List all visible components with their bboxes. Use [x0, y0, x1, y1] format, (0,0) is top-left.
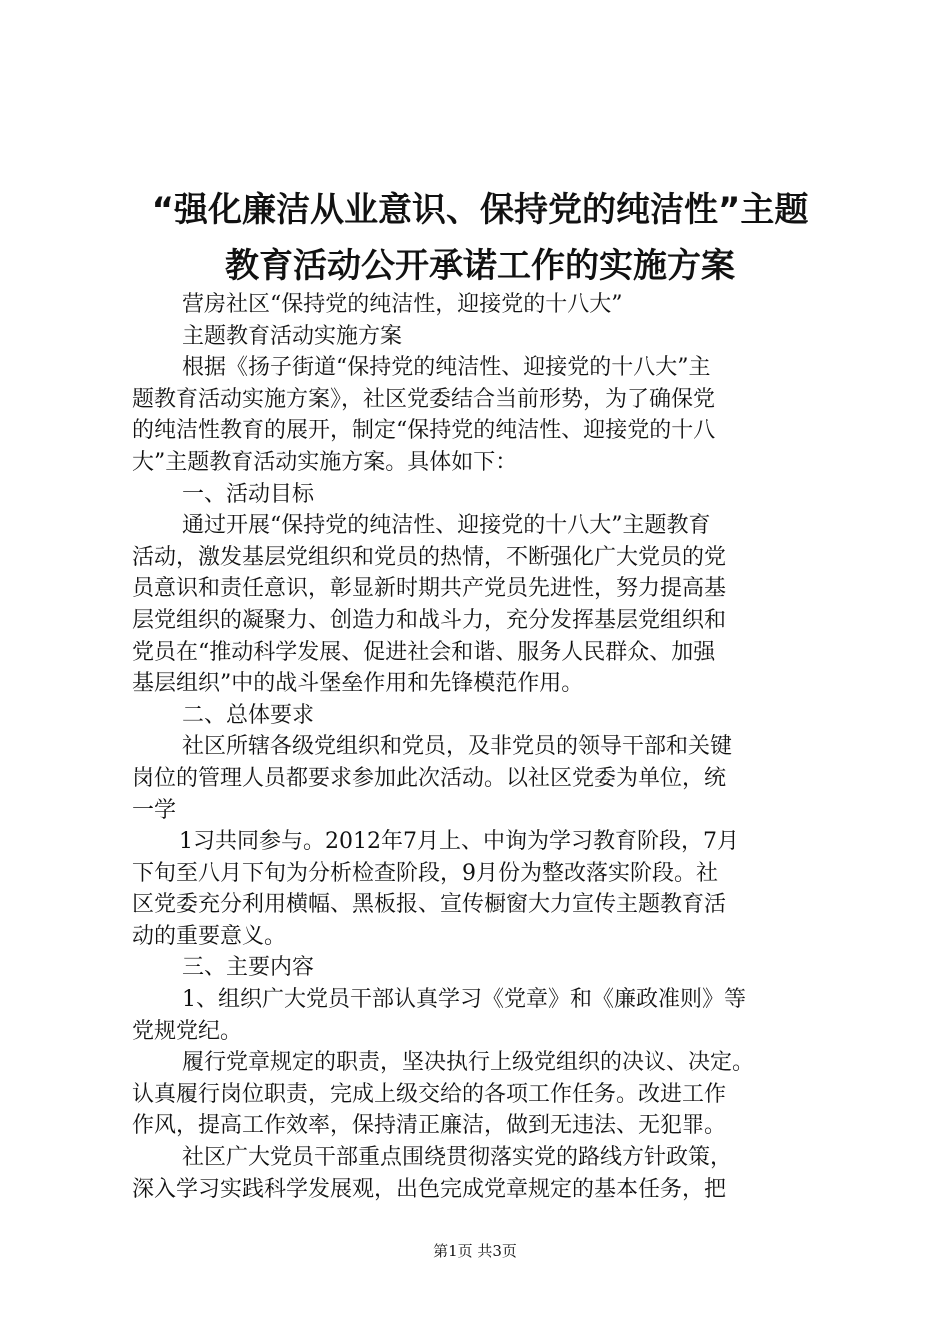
document-body: [132, 289, 852, 1205]
paragraph-line: 的纯洁性教育的展开，制定“保持党的纯洁性、迎接党的十八: [132, 418, 716, 444]
paragraph-line: 根据《扬子街道“保持党的纯洁性、迎接党的十八大”主: [182, 355, 711, 381]
paragraph-line: 三、主要内容: [182, 955, 315, 981]
paragraph-line: 1、组织广大党员干部认真学习《党章》和《廉政准则》等: [182, 987, 746, 1013]
page-footer: 第1页 共3页: [433, 1242, 517, 1260]
paragraph-line: 员意识和责任意识，彰显新时期共产党员先进性，努力提高基: [132, 576, 727, 602]
paragraph-line: 履行党章规定的职责，坚决执行上级党组织的决议、决定。: [182, 1050, 755, 1076]
paragraph-line: 主题教育活动实施方案: [182, 323, 403, 349]
paragraph-line: 一学: [132, 797, 177, 823]
paragraph-line: 二、总体要求: [182, 702, 315, 728]
paragraph-line: 区党委充分利用横幅、黑板报、宣传橱窗大力宣传主题教育活: [132, 892, 727, 918]
paragraph-line: 基层组织”中的战斗堡垒作用和先锋模范作用。: [132, 671, 584, 697]
paragraph-line: 题教育活动实施方案》，社区党委结合当前形势，为了确保党: [132, 386, 716, 412]
paragraph-line: 大”主题教育活动实施方案。具体如下：: [132, 449, 518, 475]
document-title-line-1: “强化廉洁从业意识、保持党的纯洁性”主题: [151, 190, 809, 230]
paragraph-line: 层党组织的凝聚力、创造力和战斗力，充分发挥基层党组织和: [132, 607, 727, 633]
paragraph-line: 党员在“推动科学发展、促进社会和谐、服务人民群众、加强: [132, 639, 716, 665]
paragraph-line: 深入学习实践科学发展观，出色完成党章规定的基本任务，把: [132, 1176, 727, 1202]
paragraph-line: 1习共同参与。2012年7月上、中询为学习教育阶段，7月: [179, 829, 739, 855]
paragraph-line: 下旬至八月下旬为分析检查阶段，9月份为整改落实阶段。社: [132, 860, 718, 886]
paragraph-line: 社区广大党员干部重点围绕贯彻落实党的路线方针政策，: [182, 1145, 733, 1171]
document-title-line-2: 教育活动公开承诺工作的实施方案: [225, 246, 735, 286]
paragraph-line: 社区所辖各级党组织和党员，及非党员的领导干部和关键: [182, 734, 733, 760]
paragraph-line: 活动，激发基层党组织和党员的热情，不断强化广大党员的党: [132, 544, 727, 570]
paragraph-line: 作风，提高工作效率，保持清正廉洁，做到无违法、无犯罪。: [132, 1113, 727, 1139]
paragraph-line: 动的重要意义。: [132, 923, 287, 949]
paragraph-line: 通过开展“保持党的纯洁性、迎接党的十八大”主题教育: [182, 513, 711, 539]
paragraph-line: 党规党纪。: [132, 1018, 243, 1044]
paragraph-line: 一、活动目标: [182, 481, 315, 507]
paragraph-line: 营房社区“保持党的纯洁性，迎接党的十八大”: [182, 292, 623, 317]
paragraph-line: 岗位的管理人员都要求参加此次活动。以社区党委为单位，统: [132, 765, 727, 791]
paragraph-line: 认真履行岗位职责，完成上级交给的各项工作任务。改进工作: [132, 1081, 727, 1107]
